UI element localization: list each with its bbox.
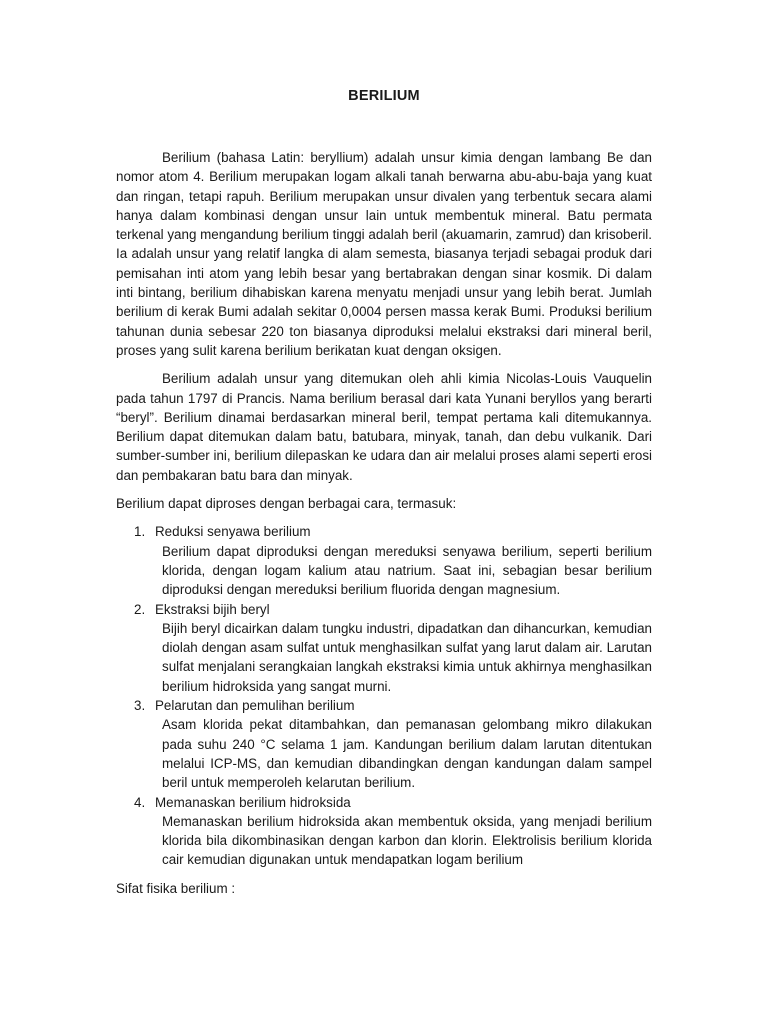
list-item-number: 2. bbox=[134, 601, 146, 617]
section-heading-physical-properties: Sifat fisika berilium : bbox=[116, 880, 236, 896]
list-item-heading: Pelarutan dan pemulihan berilium bbox=[155, 698, 355, 714]
list-item-number: 4. bbox=[134, 794, 146, 810]
document-page bbox=[116, 88, 652, 907]
list-item bbox=[116, 696, 652, 792]
list-item bbox=[116, 522, 652, 599]
list-item-heading: Reduksi senyawa berilium bbox=[155, 524, 311, 540]
document-title: BERILIUM bbox=[348, 88, 420, 104]
list-item-number: 3. bbox=[134, 698, 146, 714]
list-item-body: Bijih beryl dicairkan dalam tungku industri, dipadatkan dan dihancurkan, kemudian diolah dengan asam sulfat untuk menghasilkan sulfat yang larut dalam air. Larutan sulfat menjalani serangkaian langkah ekstraksi kimia untuk akhirnya menghasilkan berilium hidroksida yang sangat murni. bbox=[162, 620, 652, 694]
list-item-body: Asam klorida pekat ditambahkan, dan pemanasan gelombang mikro dilakukan pada suhu 240 °C selama 1 jam. Kandungan berilium dalam larutan ditentukan melalui ICP-MS, dan kemudian dibandingkan dengan kandungan dalam sampel beril untuk memperoleh kelarutan berilium. bbox=[162, 717, 652, 791]
list-item bbox=[116, 600, 652, 696]
process-list bbox=[116, 522, 652, 869]
list-item-heading: Ekstraksi bijih beryl bbox=[155, 601, 270, 617]
list-intro: Berilium dapat diproses dengan berbagai cara, termasuk: bbox=[116, 496, 457, 512]
list-item-number: 1. bbox=[134, 524, 146, 540]
list-item bbox=[116, 793, 652, 870]
list-item-heading: Memanaskan berilium hidroksida bbox=[155, 794, 351, 810]
list-item-body: Memanaskan berilium hidroksida akan membentuk oksida, yang menjadi berilium klorida bila dikombinasikan dengan karbon dan klorin. Elektrolisis berilium klorida cair kemudian digunakan untuk mendapatkan logam berilium bbox=[162, 813, 652, 868]
list-item-body: Berilium dapat diproduksi dengan mereduksi senyawa berilium, seperti berilium klorida, dengan logam kalium atau natrium. Saat ini, sebagian besar berilium diproduksi dengan mereduksi berilium fluorida dengan magnesium. bbox=[162, 543, 652, 598]
paragraph-history: Berilium adalah unsur yang ditemukan oleh ahli kimia Nicolas-Louis Vauquelin pada tahun 1797 di Prancis. Nama berilium berasal dari kata Yunani beryllos yang berarti “beryl”. Berilium dinamai berdasarkan mineral beril, tempat pertama kali ditemukannya. Berilium dapat ditemukan dalam batu, batubara, minyak, tanah, dan debu vulkanik. Dari sumber-sumber ini, berilium dilepaskan ke udara dan air melalui proses alami seperti erosi dan pembakaran batu bara dan minyak. bbox=[116, 371, 652, 483]
paragraph-introduction: Berilium (bahasa Latin: beryllium) adalah unsur kimia dengan lambang Be dan nomor atom 4. Berilium merupakan logam alkali tanah berwarna abu-abu-baja yang kuat dan ringan, tetapi rapuh. Berilium merupakan unsur divalen yang terbentuk secara alami hanya dalam kombinasi dengan unsur lain untuk membentuk mineral. Batu permata terkenal yang mengandung berilium tinggi adalah beril (akuamarin, zamrud) dan krisoberil. Ia adalah unsur yang relatif langka di alam semesta, biasanya terjadi sebagai produk dari pemisahan inti atom yang lebih besar yang bertabrakan dengan sinar kosmik. Di dalam inti bintang, berilium dihabiskan karena menyatu menjadi unsur yang lebih berat. Jumlah berilium di kerak Bumi adalah sekitar 0,0004 persen massa kerak Bumi. Produksi berilium tahunan dunia sebesar 220 ton biasanya diproduksi melalui ekstraksi dari mineral beril, proses yang sulit karena berilium berikatan kuat dengan oksigen. bbox=[116, 150, 652, 358]
